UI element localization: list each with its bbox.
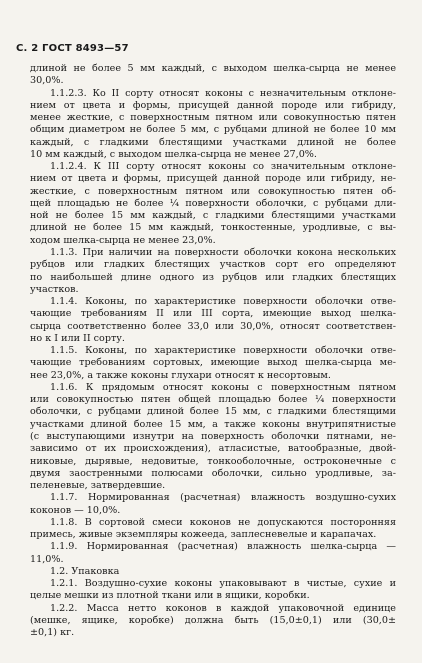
text-line: участками длиной более 15 мм, а также коконы внутрипятнистые	[30, 418, 396, 430]
text-line: 1.1.2.4. К III сорту относят коконы со значительным отклоне-	[50, 161, 396, 173]
text-line: длиной не более 5 мм каждый, с выходом шелка-сырца не менее	[30, 63, 396, 74]
text-line: или совокупностью пятен общей площадью более ¼ поверхности	[30, 394, 396, 406]
text-line: 1.1.6. К прядомым относят коконы с поверхностным пятном	[50, 381, 396, 393]
text-line: двумя заостренными полюсами оболочки, сильно уродливые, за-	[30, 467, 396, 479]
text-line: (мешке, ящике, коробке) должна быть (15,0±0,1) или (30,0±	[30, 614, 396, 626]
text-line: 1.2. Упаковка	[50, 565, 120, 577]
text-line: 1.1.5. Коконы, по характеристике поверхности оболочки отве-	[50, 345, 396, 357]
text-line: 1.1.8. В сортовой смеси коконов не допускаются посторонняя	[50, 516, 396, 528]
text-line: 1.1.4. Коконы, по характеристике поверхности оболочки отве-	[50, 296, 396, 308]
text-line: ±0,1) кг.	[30, 627, 75, 639]
text-line: 1.1.7. Нормированная (расчетная) влажность воздушно-сухих	[50, 492, 396, 504]
text-line: участков.	[30, 283, 79, 295]
text-line: примесь, живые экземпляры кожееда, заплесневелые и карапачах.	[30, 529, 377, 541]
text-line: щей площадью не более ¼ поверхности оболочки, с рубцами дли-	[30, 197, 396, 209]
text-line: 1.2.2. Масса нетто коконов в каждой упаковочной единице	[50, 602, 396, 614]
text-line: длиной не более 15 мм каждый, тонкостенные, уродливые, с вы-	[30, 222, 396, 234]
text-line: по наибольшей длине одного из рубцов или гладких блестящих	[30, 271, 396, 283]
text-line: чающие требованиям сортовых, имеющие выход шелка-сырца ме-	[30, 357, 396, 369]
page-header: С. 2 ГОСТ 8493—57	[16, 43, 129, 54]
text-line: 1.1.3. При наличии на поверхности оболочки кокона нескольких	[50, 246, 396, 258]
text-line: но к I или II сорту.	[30, 332, 125, 344]
text-line: 10 мм каждый, с выходом шелка-сырца не менее 27,0%.	[30, 148, 317, 160]
text-line: сырца соответственно более 33,0 или 30,0%, относят соответствен-	[30, 320, 396, 332]
text-line: никовые, дырявые, недовитые, тонкооболочные, остроконечные с	[30, 455, 396, 467]
text-line: чающие требованиям II или III сорта, имеющие выход шелка-	[30, 308, 396, 320]
text-line: нее 23,0%, а также коконы глухари относят к несортовым.	[30, 369, 331, 381]
text-line: коконов — 10,0%.	[30, 504, 121, 516]
text-line: зависимо от их происхождения), атласистые, ватообразные, двой-	[30, 443, 396, 455]
text-line: 1.1.9. Нормированная (расчетная) влажность шелка-сырца —	[50, 541, 396, 553]
text-line: жесткие, с поверхностным пятном или совокупностью пятен об-	[30, 185, 396, 197]
text-line: 1.2.1. Воздушно-сухие коконы упаковывают в чистые, сухие и	[50, 578, 396, 590]
text-line: каждый, с гладкими блестящими участками длиной не более	[30, 136, 396, 148]
text-line: (с выступающими изнутри на поверхность оболочки пятнами, не-	[30, 430, 396, 442]
text-line: нием от цвета и формы, присущей данной породе или гибриду, не-	[30, 173, 396, 185]
text-line: пеленевые, затвердевшие.	[30, 480, 166, 492]
text-line: нием от цвета и формы, присущей данной породе или гибриду,	[30, 99, 396, 111]
text-line: менее жесткие, с поверхностным пятном или совокупностью пятен	[30, 112, 396, 124]
document-body	[30, 63, 396, 639]
text-line: 1.1.2.3. Ко II сорту относят коконы с незначительным отклоне-	[50, 87, 396, 99]
text-line: 30,0%.	[30, 75, 64, 87]
text-line: общим диаметром не более 5 мм, с рубцами длиной не более 10 мм	[30, 124, 396, 136]
text-line: оболочки, с рубцами длиной более 15 мм, с гладкими блестящими	[30, 406, 396, 418]
text-line: ной не более 15 мм каждый, с гладкими блестящими участками	[30, 210, 396, 222]
text-line: ходом шелка-сырца не менее 23,0%.	[30, 234, 216, 246]
text-line: целые мешки из плотной ткани или в ящики, коробки.	[30, 590, 310, 602]
text-line: 11,0%.	[30, 553, 64, 565]
text-line: рубцов или гладких блестящих участков сорт его определяют	[30, 259, 396, 271]
